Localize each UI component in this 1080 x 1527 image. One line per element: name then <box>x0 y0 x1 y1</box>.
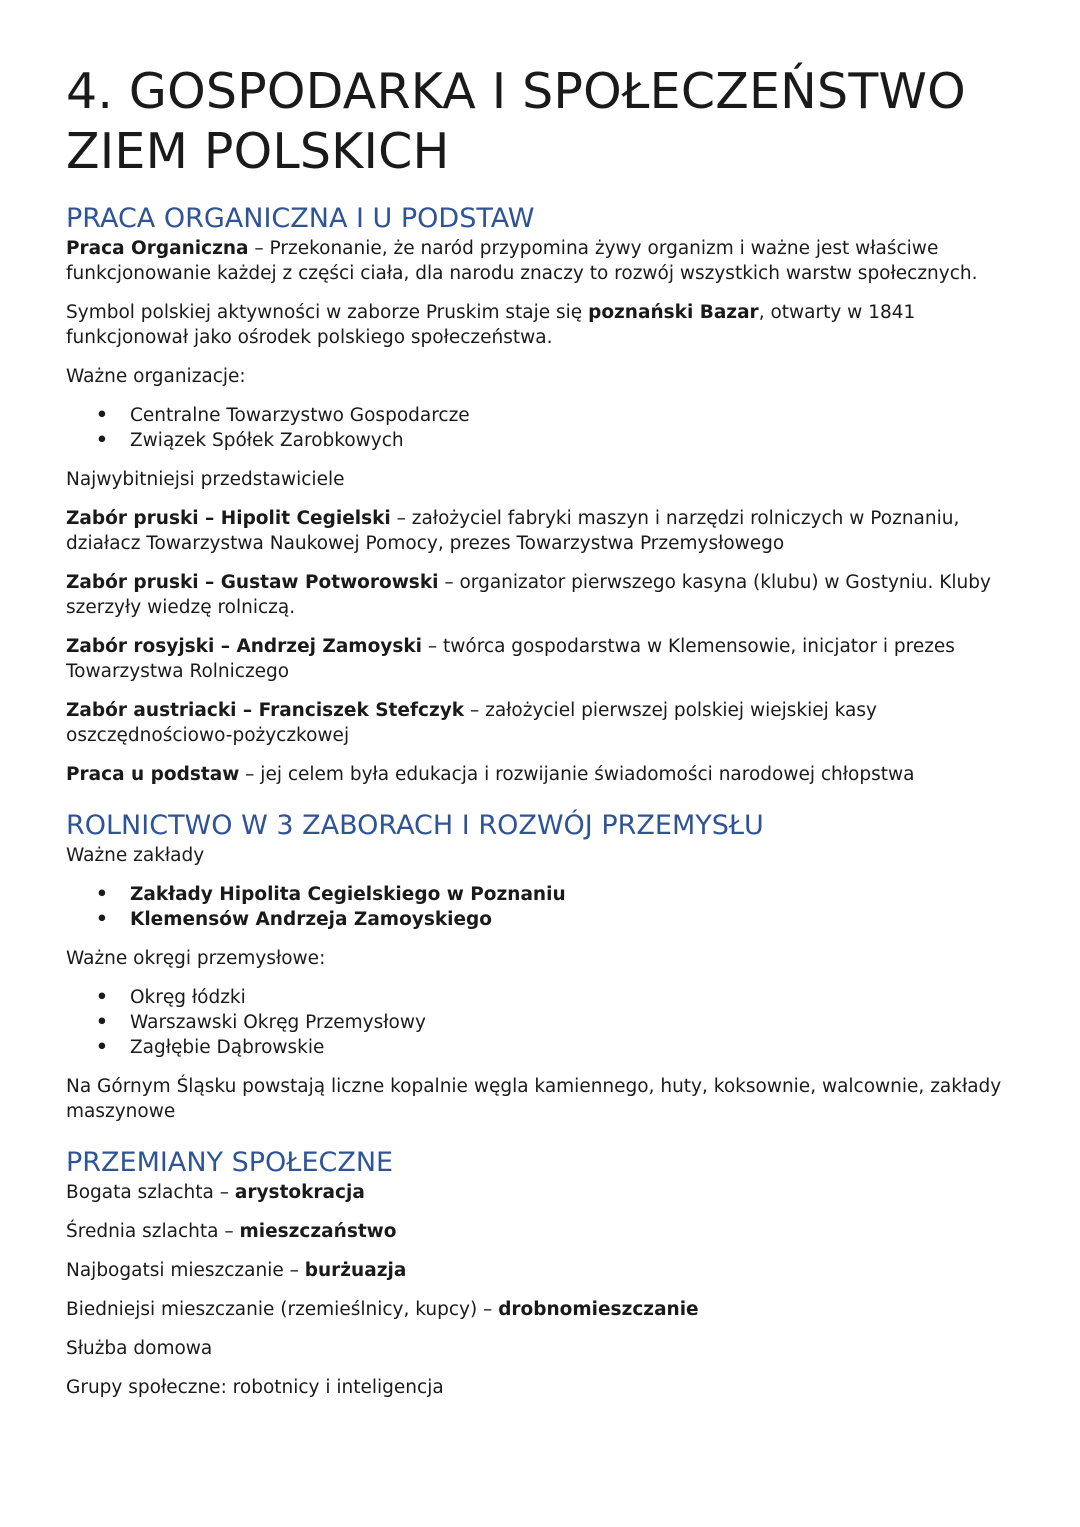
social-class-text: Najbogatsi mieszczanie – <box>66 1260 305 1281</box>
plants-list <box>66 882 1026 932</box>
page-title-line-1: 4. GOSPODARKA I SPOŁECZEŃSTWO <box>66 63 966 120</box>
section-heading-praca-organiczna: PRACA ORGANICZNA I U PODSTAW <box>66 203 535 234</box>
list-item-text: Warszawski Okręg Przemysłowy <box>130 1012 426 1033</box>
service-row: Służba domowa <box>66 1338 213 1359</box>
social-class-text: Biedniejsi mieszczanie (rzemieślnicy, kupcy) – <box>66 1299 499 1320</box>
list-item-text: Centralne Towarzystwo Gospodarcze <box>130 405 470 426</box>
representative-name: Zabór rosyjski – Andrzej Zamoyski <box>66 636 422 657</box>
bazar-bold: poznański Bazar <box>588 302 759 323</box>
representative-text: – twórca gospodarstwa w Klemensowie, inicjator i prezes Towarzystwa Rolniczego <box>66 636 955 682</box>
list-item <box>66 882 1026 907</box>
list-item-text: Związek Spółek Zarobkowych <box>130 430 404 451</box>
bullet-icon: • <box>96 909 108 930</box>
bullet-icon: • <box>96 1037 108 1058</box>
list-item-text: Okręg łódzki <box>130 987 246 1008</box>
bullet-icon: • <box>96 405 108 426</box>
page-title <box>66 62 1026 182</box>
plants-label: Ważne zakłady <box>66 845 205 866</box>
representative-name: Zabór pruski – Gustaw Potworowski <box>66 572 439 593</box>
representative-text: – organizator pierwszego kasyna (klubu) w Gostyniu. Kluby szerzyły wiedzę rolniczą. <box>66 572 991 618</box>
social-class-row <box>66 1258 1026 1283</box>
bullet-icon: • <box>96 1012 108 1033</box>
document-page <box>66 62 1026 1414</box>
organizations-label: Ważne organizacje: <box>66 366 246 387</box>
social-class-row <box>66 1219 1026 1244</box>
list-item <box>66 1035 1026 1060</box>
social-class-text: Bogata szlachta – <box>66 1182 235 1203</box>
list-item <box>66 403 1026 428</box>
list-item <box>66 1010 1026 1035</box>
list-item <box>66 985 1026 1010</box>
representative-paragraph <box>66 698 1026 748</box>
social-groups-row: Grupy społeczne: robotnicy i inteligencja <box>66 1377 444 1398</box>
representatives-label: Najwybitniejsi przedstawiciele <box>66 469 345 490</box>
districts-list <box>66 985 1026 1060</box>
bazar-text-post: , otwarty w 1841 funkcjonował jako ośrodek polskiego społeczeństwa. <box>66 302 916 348</box>
social-class-term: mieszczaństwo <box>239 1221 397 1242</box>
social-class-term: arystokracja <box>234 1182 365 1203</box>
representative-text: – założyciel fabryki maszyn i narzędzi rolniczych w Poznaniu, działacz Towarzystwa Naukowej Pomocy, prezes Towarzystwa Przemysłowego <box>66 508 960 554</box>
page-title-line-2: ZIEM POLSKICH <box>66 123 450 180</box>
bullet-icon: • <box>96 987 108 1008</box>
social-class-term: burżuazja <box>304 1260 407 1281</box>
representative-paragraph <box>66 634 1026 684</box>
representative-name: Zabór austriacki – Franciszek Stefczyk <box>66 700 465 721</box>
bullet-icon: • <box>96 430 108 451</box>
bazar-paragraph <box>66 300 1026 350</box>
social-class-term: drobnomieszczanie <box>498 1299 699 1320</box>
bullet-icon: • <box>96 884 108 905</box>
representative-paragraph <box>66 570 1026 620</box>
list-item <box>66 907 1026 932</box>
praca-u-podstaw-text: – jej celem była edukacja i rozwijanie świadomości narodowej chłopstwa <box>239 764 915 785</box>
representative-paragraph <box>66 506 1026 556</box>
representative-text: – założyciel pierwszej polskiej wiejskiej kasy oszczędnościowo-pożyczkowej <box>66 700 877 746</box>
list-item-text: Zagłębie Dąbrowskie <box>130 1037 325 1058</box>
districts-label: Ważne okręgi przemysłowe: <box>66 948 326 969</box>
praca-u-podstaw-paragraph <box>66 762 1026 787</box>
social-class-text: Średnia szlachta – <box>66 1221 240 1242</box>
list-item-text: Klemensów Andrzeja Zamoyskiego <box>130 909 493 930</box>
representative-name: Zabór pruski – Hipolit Cegielski <box>66 508 391 529</box>
bazar-text-pre: Symbol polskiej aktywności w zaborze Pruskim staje się <box>66 302 589 323</box>
social-class-row <box>66 1297 1026 1322</box>
list-item-text: Zakłady Hipolita Cegielskiego w Poznaniu <box>130 884 566 905</box>
definition-text: – Przekonanie, że naród przypomina żywy organizm i ważne jest właściwe funkcjonowanie każdej z części ciała, dla narodu znaczy to rozwój wszystkich warstw społecznych. <box>66 238 978 284</box>
section-heading-rolnictwo: ROLNICTWO W 3 ZABORACH I ROZWÓJ PRZEMYSŁU <box>66 810 764 841</box>
list-item <box>66 428 1026 453</box>
praca-u-podstaw-term: Praca u podstaw <box>66 764 240 785</box>
section-heading-przemiany: PRZEMIANY SPOŁECZNE <box>66 1147 394 1178</box>
social-class-row <box>66 1180 1026 1205</box>
definition-paragraph <box>66 236 1026 286</box>
silesia-paragraph: Na Górnym Śląsku powstają liczne kopalnie węgla kamiennego, huty, koksownie, walcownie, zakłady maszynowe <box>66 1076 1002 1122</box>
organizations-list <box>66 403 1026 453</box>
definition-term: Praca Organiczna <box>66 238 249 259</box>
